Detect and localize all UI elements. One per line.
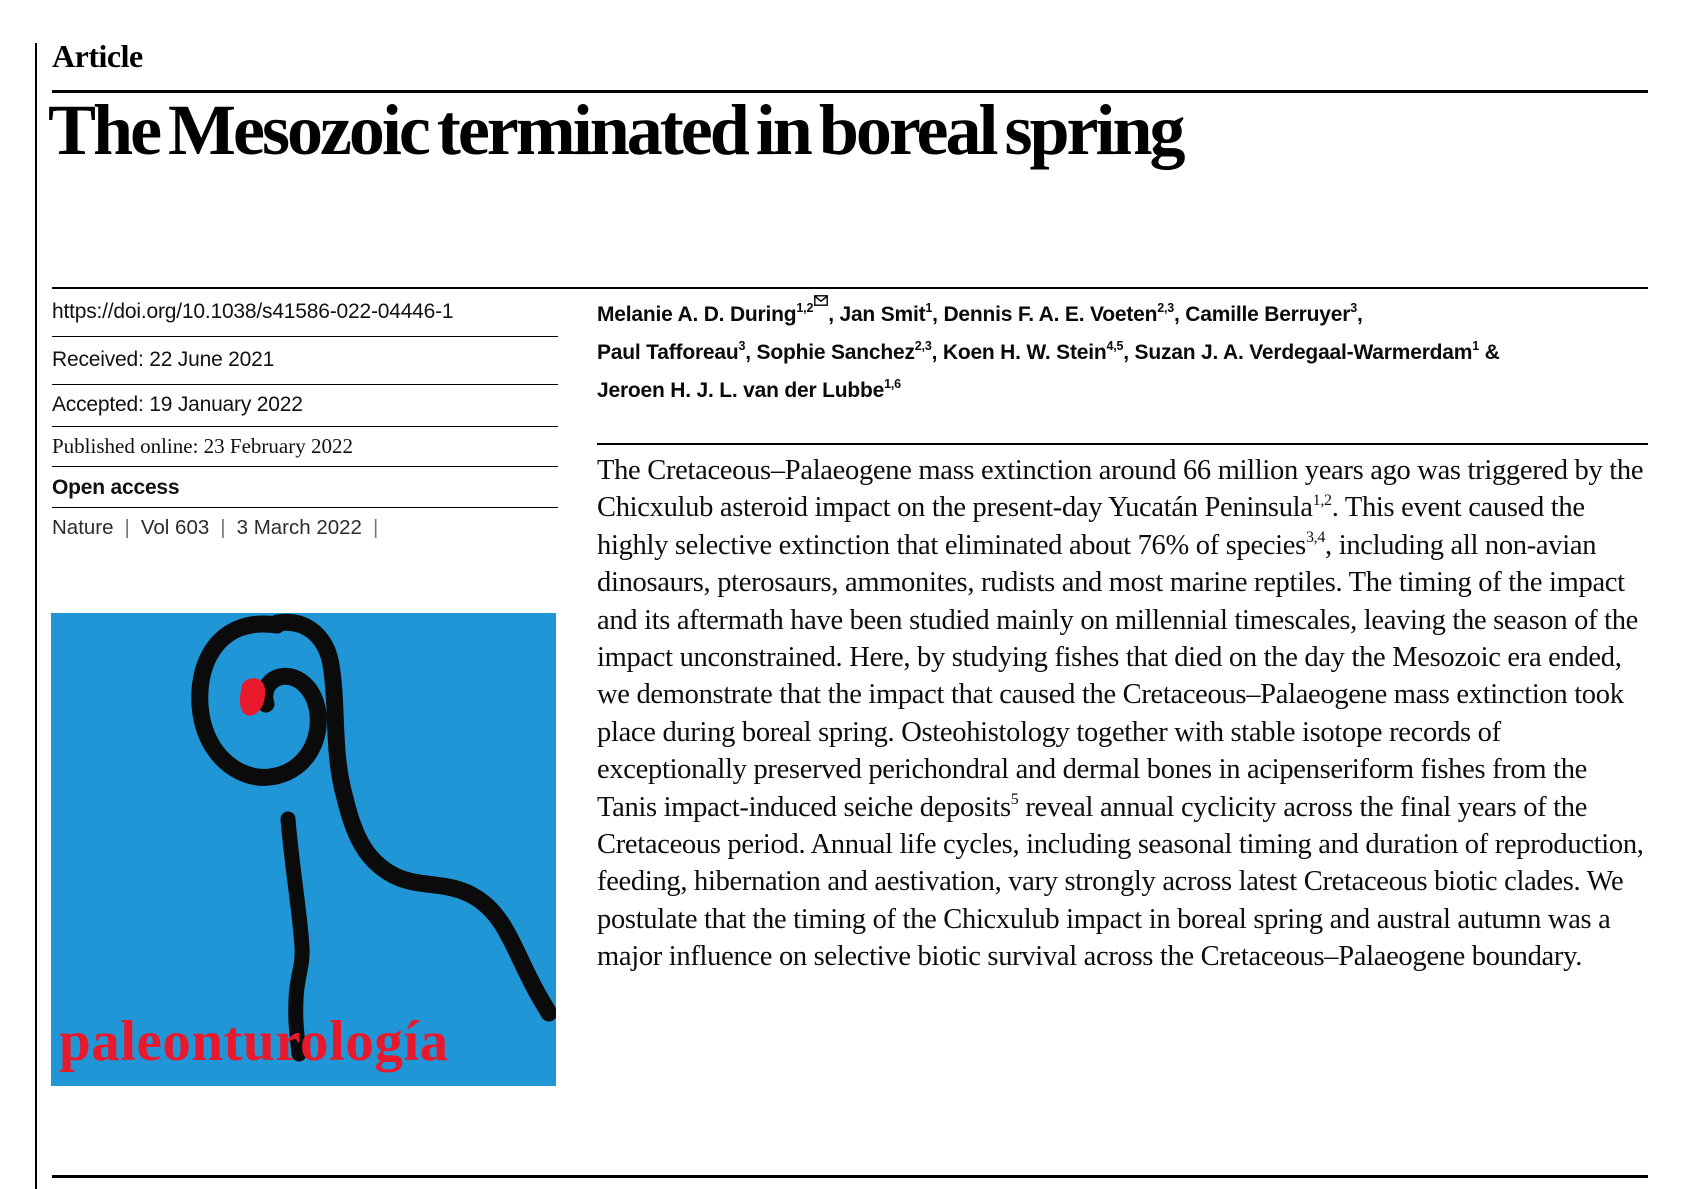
logo-wordmark: paleonturología	[59, 1010, 449, 1073]
author: , Sophie Sanchez	[745, 341, 915, 364]
author: Jeroen H. J. L. van der Lubbe	[597, 379, 885, 402]
author: , Dennis F. A. E. Voeten	[932, 303, 1158, 326]
journal-volume: Vol 603	[140, 516, 210, 539]
author: , Camille Berruyer	[1174, 303, 1351, 326]
published-online-date: Published online: 23 February 2022	[52, 434, 353, 458]
open-access-label: Open access	[52, 476, 180, 499]
divider	[52, 507, 558, 508]
reference-superscript: 1,2	[1312, 491, 1332, 509]
footer-rule	[52, 1175, 1648, 1178]
separator: |	[372, 516, 379, 539]
divider	[52, 336, 558, 337]
divider	[52, 384, 558, 385]
email-envelope-icon[interactable]	[814, 301, 828, 315]
author: , Suzan J. A. Verdegaal-Warmerdam	[1123, 341, 1473, 364]
author: , Koen H. W. Stein	[931, 341, 1107, 364]
author: , Jan Smit	[828, 303, 926, 326]
abstract-rule	[597, 443, 1648, 445]
reference-superscript: 3,4	[1305, 529, 1326, 547]
divider	[52, 466, 558, 467]
divider	[52, 426, 558, 427]
left-margin-rule	[35, 43, 37, 1189]
received-date: Received: 22 June 2021	[52, 348, 275, 371]
author-line: Jeroen H. J. L. van der Lubbe$^{1,6}$	[597, 377, 901, 402]
author: Paul Tafforeau	[597, 341, 739, 364]
article-kicker: Article	[52, 38, 143, 74]
top-rule	[52, 287, 1648, 289]
author-line: Melanie A. D. During$^{1,2}$ , Jan Smit$^1$, Dennis F. A. E. Voeten$^{2,3}$, Camille Berruyer$^3$,	[597, 296, 1648, 334]
author-line: Paul Tafforeau$^3$, Sophie Sanchez$^{2,3}$, Koen H. W. Stein$^{4,5}$, Suzan J. A. Verdegaal-Warmerdam$^1$ &	[597, 339, 1500, 364]
reference-superscript: 5	[1010, 791, 1019, 809]
journal-name: Nature	[52, 516, 114, 539]
accepted-date: Accepted: 19 January 2022	[52, 393, 303, 416]
journal-citation-line	[52, 516, 558, 540]
paleonturologia-logo	[51, 613, 556, 1086]
author-list	[597, 296, 1648, 410]
abstract-text: The Cretaceous–Palaeogene mass extinction around 66 million years ago was triggered by the Chicxulub asteroid impact on the present-day Yucatán Peninsula$^{1,2}$. This event caused the highly selective extinction that eliminated about 76% of species$^{3,4}$, including all non-avian dinosaurs, pterosaurs, ammonites, rudists and most marine reptiles. The timing of the impact and its aftermath have been studied mainly on millennial timescales, leaving the season of the impact unconstrained. Here, by studying fishes that died on the day the Mesozoic era ended, we demonstrate that the impact that caused the Cretaceous–Palaeogene mass extinction took place during boreal spring. Osteohistology together with stable isotope records of exceptionally preserved perichondral and dermal bones in acipenseriform fishes from the Tanis impact-induced seiche deposits$^5$ reveal annual cyclicity across the final years of the Cretaceous period. Annual life cycles, including seasonal timing and duration of reproduction, feeding, hibernation and aestivation, vary strongly across latest Cretaceous biotic clades. We postulate that the timing of the Chicxulub impact in boreal spring and austral autumn was a major influence on selective biotic survival across the Cretaceous–Palaeogene boundary.	[597, 455, 1644, 973]
journal-issue-date: 3 March 2022	[236, 516, 362, 539]
separator: |	[124, 516, 130, 539]
doi-link[interactable]: https://doi.org/10.1038/s41586-022-04446-1	[52, 300, 454, 323]
article-title: The Mesozoic terminated in boreal spring	[48, 90, 1183, 170]
author: Melanie A. D. During	[597, 303, 797, 326]
separator: |	[220, 516, 226, 539]
